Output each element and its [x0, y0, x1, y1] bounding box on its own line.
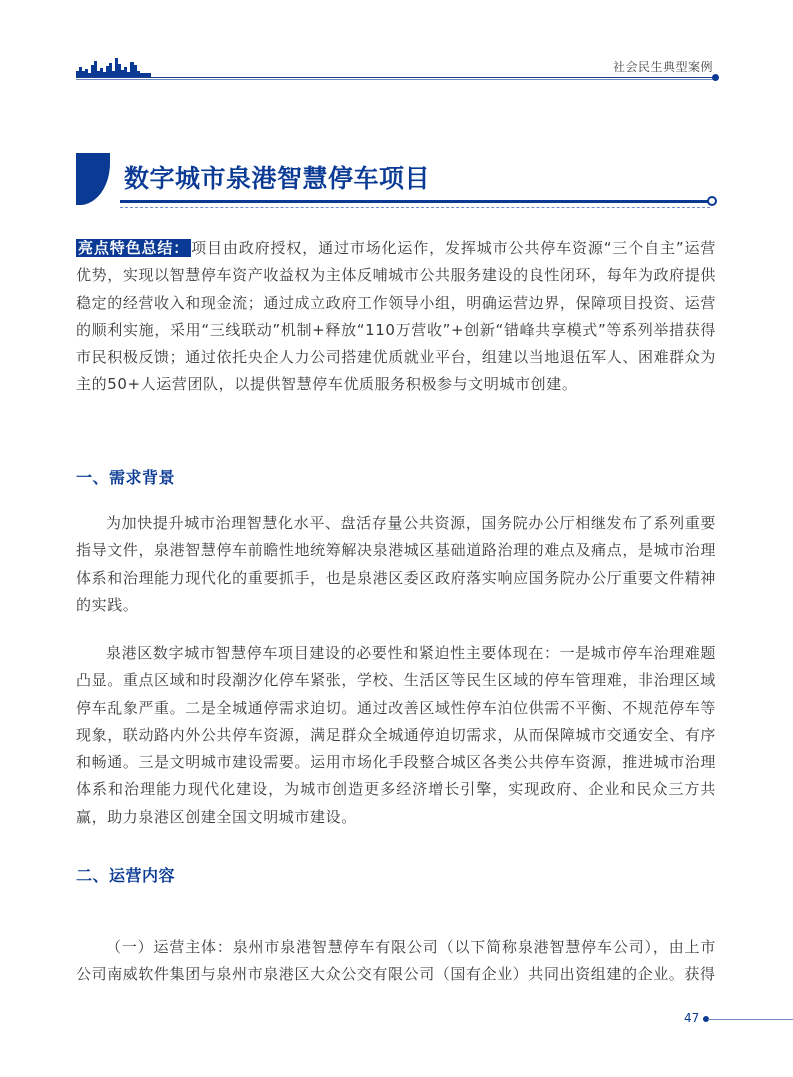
- title-accent-block: [76, 153, 110, 205]
- background-paragraph-1: 为加快提升城市治理智慧化水平、盘活存量公共资源，国务院办公厅相继发布了系列重要指导文件，泉港智慧停车前瞻性地统筹解决泉港城区基础道路治理的难点及痛点，是城市治理体系和治理能力现代化的重要抓手，也是泉港区委区政府落实响应国务院办公厅重要文件精神的实践。: [76, 514, 716, 614]
- page-number: 47: [684, 1011, 700, 1025]
- title-underline: [120, 200, 710, 203]
- header-dot-icon: [712, 74, 719, 81]
- background-paragraph-2: 泉港区数字城市智慧停车项目建设的必要性和紧迫性主要体现在：一是城市停车治理难题凸显。重点区域和时段潮汐化停车紧张，学校、生活区等民生区域的停车管理难，非治理区域停车乱象严重。二是全城通停需求迫切。通过改善区域性停车泊位供需不平衡、不规范停车等现象，联动路内外公共停车资源，满足群众全城通停迫切需求，从而保障城市交通安全、有序和畅通。三是文明城市建设需要。运用市场化手段整合城区各类公共停车资源，推进城市治理体系和治理能力现代化建设，为城市创造更多经济增长引擎，实现政府、企业和民众三方共赢，助力泉港区创建全国文明城市建设。: [76, 644, 716, 826]
- section-label: 社会民生典型案例: [612, 60, 713, 74]
- summary-label: 亮点特色总结：: [78, 239, 190, 257]
- city-skyline-icon: [76, 55, 151, 77]
- page-title: 数字城市泉港智慧停车项目: [124, 164, 431, 193]
- title-end-circle-icon: [707, 196, 717, 206]
- header-rule-secondary: [76, 79, 716, 80]
- title-dashed-line: [120, 207, 710, 208]
- summary-paragraph: [76, 235, 716, 399]
- summary-text: 项目由政府授权，通过市场化运作，发挥城市公共停车资源“三个自主”运营优势，实现以智慧停车资产收益权为主体反哺城市公共服务建设的良性闭环，每年为政府提供稳定的经营收入和现金流；通过成立政府工作领导小组，明确运营边界，保障项目投资、运营的顺利实施，采用“三线联动”机制+释放“110万营收”+创新“错峰共享模式”等系列举措获得市民积极反馈；通过依托央企人力公司搭建优质就业平台，组建以当地退伍军人、困难群众为主的50+人运营团队，以提供智慧停车优质服务积极参与文明城市创建。: [76, 239, 717, 394]
- section-heading-operations: 二、运营内容: [76, 866, 176, 885]
- footer-rule: [708, 1019, 793, 1020]
- section-heading-background: 一、需求背景: [76, 468, 176, 487]
- operations-paragraph-1: （一）运营主体：泉州市泉港智慧停车有限公司（以下简称泉港智慧停车公司），由上市公司南威软件集团与泉州市泉港区大众公交有限公司（国有企业）共同出资组建的企业。获得: [76, 938, 716, 984]
- header-rule: [76, 77, 716, 78]
